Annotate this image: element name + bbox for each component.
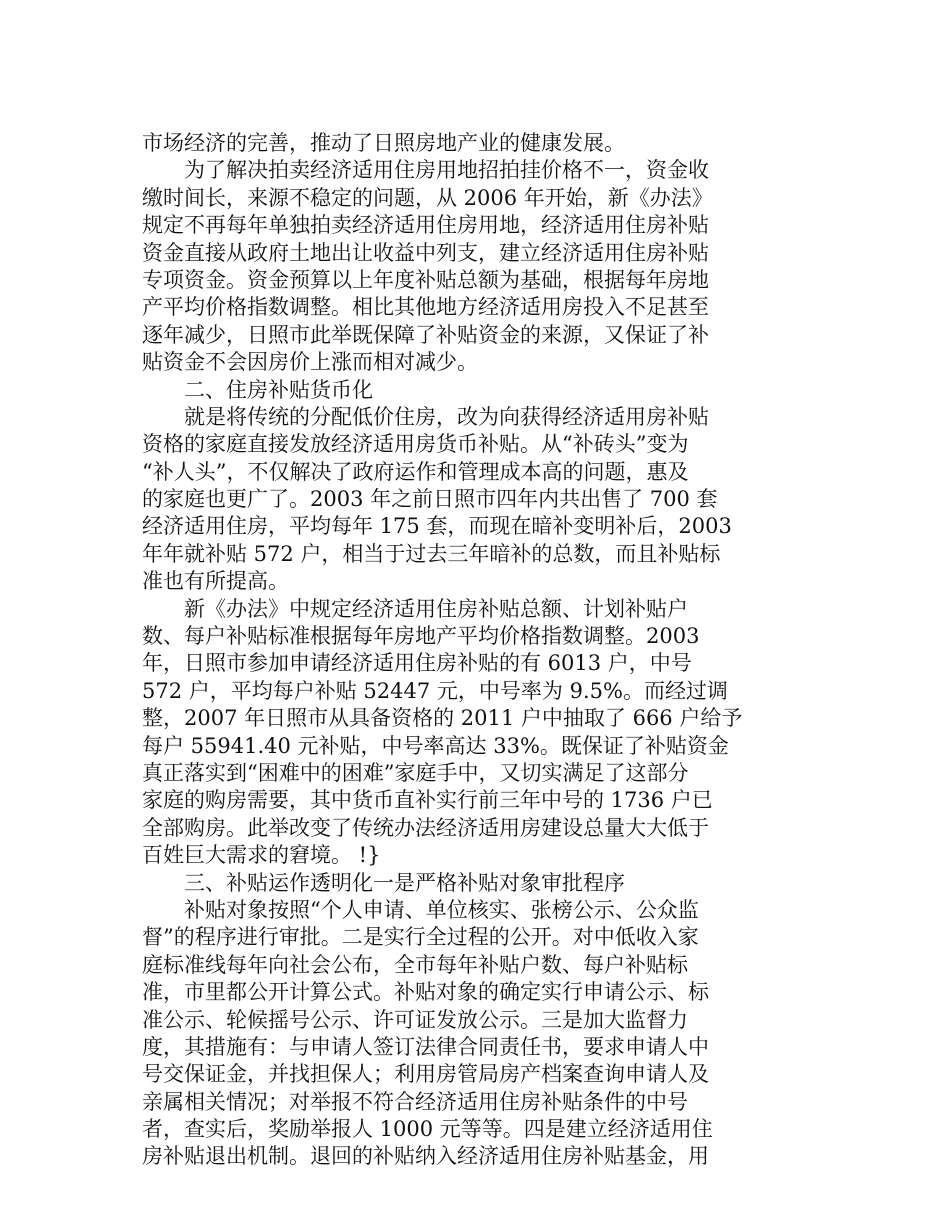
text-line: 专项资金。资金预算以上年度补贴总额为基础，根据每年房地 <box>142 267 709 292</box>
text-line: 二、住房补贴货币化 <box>184 377 373 402</box>
text-line: 三、补贴运作透明化一是严格补贴对象审批程序 <box>184 870 625 895</box>
text-line: 准公示、轮候摇号公示、许可证发放公示。三是加大监督力 <box>142 1007 688 1032</box>
text-line: 房补贴退出机制。退回的补贴纳入经济适用住房补贴基金，用 <box>142 1144 709 1169</box>
text-line: 庭标准线每年向社会公布，全市每年补贴户数、每户补贴标 <box>142 952 688 977</box>
text-line: 号交保证金，并找担保人；利用房管局房产档案查询申请人及 <box>142 1062 709 1087</box>
text-line: 资格的家庭直接发放经济适用房货币补贴。从“补砖头”变为 <box>142 432 689 457</box>
text-line: 规定不再每年单独拍卖经济适用住房用地，经济适用住房补贴 <box>142 213 709 238</box>
body-text <box>142 130 762 1171</box>
text-line: 亲属相关情况；对举报不符合经济适用住房补贴条件的中号 <box>142 1089 688 1114</box>
text-line: 数、每户补贴标准根据每年房地产平均价格指数调整。2003 <box>142 624 700 649</box>
text-line: 准也有所提高。 <box>142 569 289 594</box>
text-line: 就是将传统的分配低价住房，改为向获得经济适用房补贴 <box>184 404 709 429</box>
text-line: 整，2007 年日照市从具备资格的 2011 户中抽取了 666 户给予 <box>142 706 743 731</box>
text-line: 者，查实后，奖励举报人 1000 元等等。四是建立经济适用住 <box>142 1117 713 1142</box>
text-line: 补贴对象按照“个人申请、单位核实、张榜公示、公众监 <box>184 897 699 922</box>
text-line: 缴时间长，来源不稳定的问题，从 2006 年开始，新《办法》 <box>142 185 713 210</box>
text-line: 真正落实到“困难中的困难”家庭手中，又切实满足了这部分 <box>142 760 689 785</box>
text-line: 度，其措施有：与申请人签订法律合同责任书，要求申请人中 <box>142 1034 709 1059</box>
text-line: 准，市里都公开计算公式。补贴对象的确定实行申请公示、标 <box>142 980 709 1005</box>
text-line: 为了解决拍卖经济适用住房用地招拍挂价格不一，资金收 <box>184 158 709 183</box>
text-line: 产平均价格指数调整。相比其他地方经济适用房投入不足甚至 <box>142 295 709 320</box>
text-line: 新《办法》中规定经济适用住房补贴总额、计划补贴户 <box>184 596 688 621</box>
text-line: 督”的程序进行审批。二是实行全过程的公开。对中低收入家 <box>142 925 699 950</box>
text-line: 572 户，平均每户补贴 52447 元，中号率为 9.5%。而经过调 <box>142 678 728 703</box>
text-line: 年年就补贴 572 户，相当于过去三年暗补的总数，而且补贴标 <box>142 541 721 566</box>
text-line: 逐年减少，日照市此举既保障了补贴资金的来源，又保证了补 <box>142 322 709 347</box>
text-line: “补人头”，不仅解决了政府运作和管理成本高的问题，惠及 <box>142 459 689 484</box>
text-line: 家庭的购房需要，其中货币直补实行前三年中号的 1736 户已 <box>142 788 713 813</box>
text-line: 百姓巨大需求的窘境。 !} <box>142 843 381 868</box>
text-line: 贴资金不会因房价上涨而相对减少。 <box>142 350 478 375</box>
text-line: 市场经济的完善，推动了日照房地产业的健康发展。 <box>142 131 625 155</box>
text-line: 全部购房。此举改变了传统办法经济适用房建设总量大大低于 <box>142 815 709 840</box>
text-line: 每户 55941.40 元补贴，中号率高达 33%。既保证了补贴资金 <box>142 733 729 758</box>
text-line: 年，日照市参加申请经济适用住房补贴的有 6013 户，中号 <box>142 651 692 676</box>
text-line: 经济适用住房，平均每年 175 套，而现在暗补变明补后，2003 <box>142 514 732 539</box>
text-line: 资金直接从政府土地出让收益中列支，建立经济适用住房补贴 <box>142 240 709 265</box>
text-line: 的家庭也更广了。2003 年之前日照市四年内共出售了 700 套 <box>142 487 718 512</box>
